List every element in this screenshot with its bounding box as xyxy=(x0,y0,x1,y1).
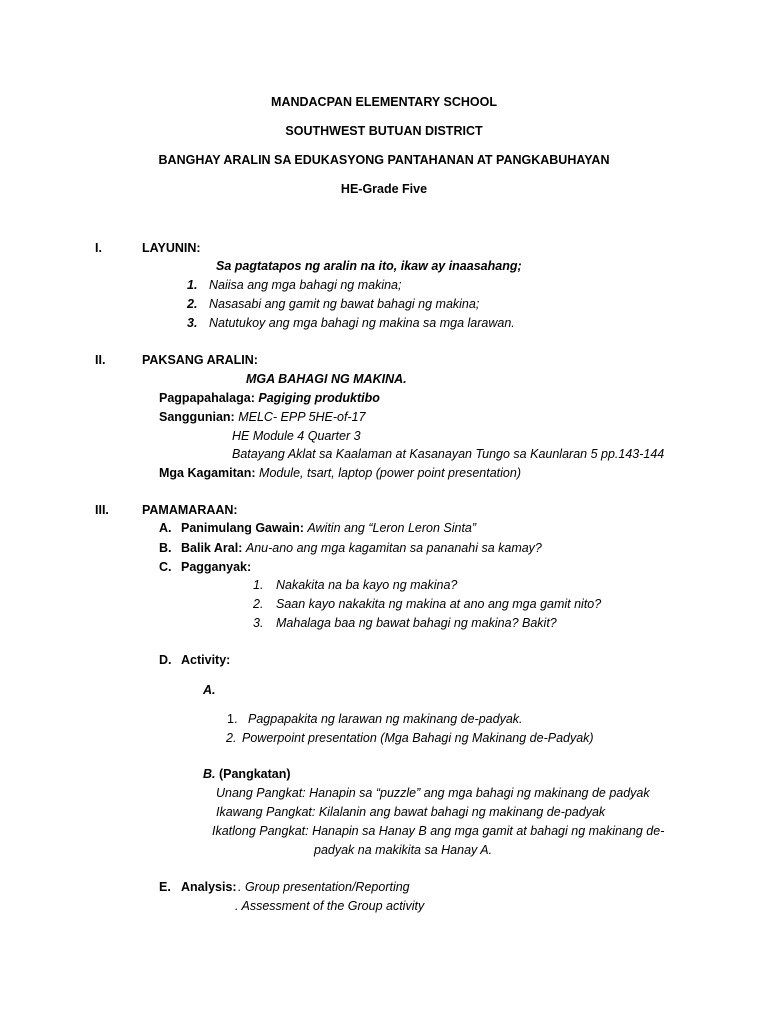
step-a-line xyxy=(181,520,476,536)
objective-num: 2. xyxy=(187,297,198,311)
step-c-letter: C. xyxy=(159,560,172,574)
step-e-letter: E. xyxy=(159,880,171,894)
topic-title: MGA BAHAGI NG MAKINA. xyxy=(246,372,407,386)
reference-line xyxy=(159,409,366,425)
school-name: MANDACPAN ELEMENTARY SCHOOL xyxy=(271,95,497,109)
value-text: Pagiging produktibo xyxy=(258,391,380,405)
objective-text: Nasasabi ang gamit ng bawat bahagi ng makina; xyxy=(209,297,480,311)
reference-text: MELC- EPP 5HE-of-17 xyxy=(238,410,366,424)
step-b-text: Anu-ano ang mga kagamitan sa pananahi sa kamay? xyxy=(245,541,542,555)
grade-level: HE-Grade Five xyxy=(340,182,428,196)
objective-text: Naiisa ang mga bahagi ng makina; xyxy=(209,278,402,292)
motivation-num: 3. xyxy=(253,616,264,630)
step-b-label: Balik Aral: xyxy=(181,541,243,555)
step-e-label: Analysis: xyxy=(181,880,237,894)
step-d-label: Activity: xyxy=(181,653,231,667)
activity-a-num: 1. xyxy=(227,712,238,726)
step-a-text: Awitin ang “Leron Leron Sinta” xyxy=(307,521,477,535)
objective-text: Natutukoy ang mga bahagi ng makina sa mga larawan. xyxy=(209,316,515,330)
document-title: BANGHAY ARALIN SA EDUKASYONG PANTAHANAN AT PANGKABUHAYAN xyxy=(158,153,610,167)
activity-b-label: (Pangkatan) xyxy=(218,767,291,781)
step-b-letter: B. xyxy=(159,541,172,555)
value-label: Pagpapahalaga: xyxy=(159,391,255,405)
group-task-continuation: padyak na makikita sa Hanay A. xyxy=(314,843,493,857)
activity-a-text: Powerpoint presentation (Mga Bahagi ng Makinang de-Padyak) xyxy=(242,731,594,745)
reference-label: Sanggunian: xyxy=(159,410,235,424)
activity-a-letter: A. xyxy=(203,683,216,697)
motivation-num: 2. xyxy=(253,597,264,611)
motivation-text: Nakakita na ba kayo ng makina? xyxy=(276,578,458,592)
section3-numeral: III. xyxy=(95,503,109,517)
materials-text: Module, tsart, laptop (power point presentation) xyxy=(259,466,521,480)
motivation-text: Saan kayo nakakita ng makina at ano ang mga gamit nito? xyxy=(276,597,602,611)
objectives-intro: Sa pagtatapos ng aralin na ito, ikaw ay inaasahang; xyxy=(216,259,522,273)
objective-num: 1. xyxy=(187,278,198,292)
step-b-line xyxy=(181,540,542,556)
analysis-item: . Assessment of the Group activity xyxy=(235,899,425,913)
activity-a-text: Pagpapakita ng larawan ng makinang de-padyak. xyxy=(248,712,523,726)
value-line xyxy=(159,390,380,406)
step-c-label: Pagganyak: xyxy=(181,560,252,574)
district-name: SOUTHWEST BUTUAN DISTRICT xyxy=(285,124,483,138)
reference-text: HE Module 4 Quarter 3 xyxy=(232,429,361,443)
reference-text: Batayang Aklat sa Kaalaman at Kasanayan Tungo sa Kaunlaran 5 pp.143-144 xyxy=(232,447,665,461)
section2-numeral: II. xyxy=(95,353,106,367)
step-a-label: Panimulang Gawain: xyxy=(181,521,304,535)
section2-heading: PAKSANG ARALIN: xyxy=(142,353,258,367)
analysis-item: . Group presentation/Reporting xyxy=(238,880,410,894)
activity-b-line xyxy=(203,766,291,782)
motivation-text: Mahalaga baa ng bawat bahagi ng makina? Bakit? xyxy=(276,616,557,630)
group-task: Ikawang Pangkat: Kilalanin ang bawat bahagi ng makinang de-padyak xyxy=(216,805,606,819)
activity-a-num: 2. xyxy=(226,731,237,745)
objective-num: 3. xyxy=(187,316,198,330)
step-d-letter: D. xyxy=(159,653,172,667)
materials-label: Mga Kagamitan: xyxy=(159,466,256,480)
materials-line xyxy=(159,465,521,481)
section1-heading: LAYUNIN: xyxy=(142,241,201,255)
group-task: Unang Pangkat: Hanapin sa “puzzle” ang mga bahagi ng makinang de padyak xyxy=(216,786,650,800)
group-task: Ikatlong Pangkat: Hanapin sa Hanay B ang mga gamit at bahagi ng makinang de- xyxy=(212,824,665,838)
step-a-letter: A. xyxy=(159,521,172,535)
section1-numeral: I. xyxy=(95,241,102,255)
section3-heading: PAMAMARAAN: xyxy=(142,503,238,517)
activity-b-letter: B. xyxy=(203,767,216,781)
motivation-num: 1. xyxy=(253,578,264,592)
